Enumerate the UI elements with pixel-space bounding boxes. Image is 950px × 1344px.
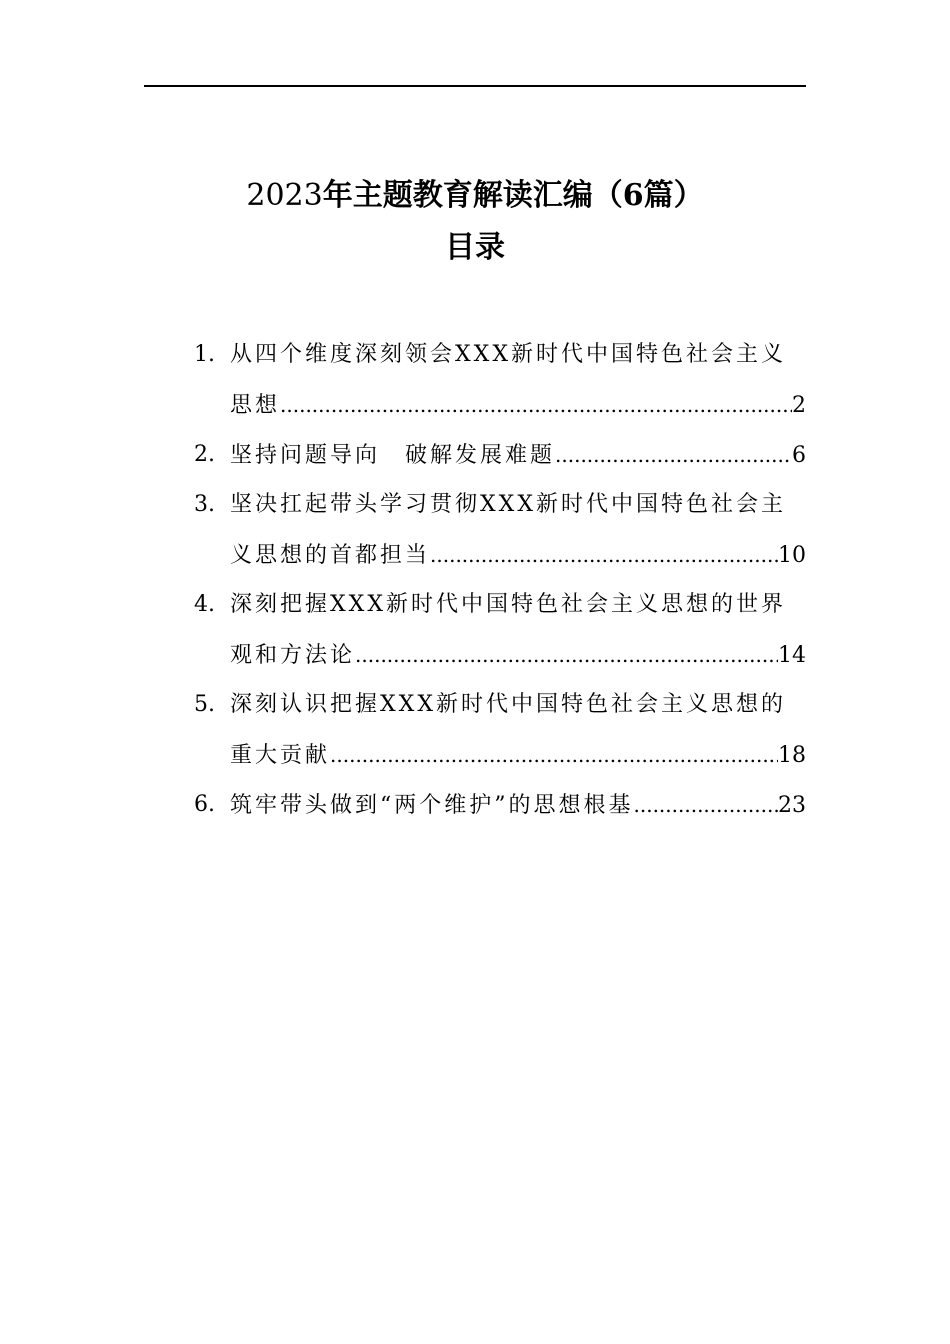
toc-dot-leader bbox=[330, 730, 778, 780]
table-of-contents bbox=[194, 330, 806, 830]
toc-page-number: 6 bbox=[792, 443, 806, 468]
toc-entry-5[interactable] bbox=[194, 680, 806, 780]
toc-entry-title-line1: 从四个维度深刻领会XXX新时代中国特色社会主义 bbox=[230, 342, 786, 367]
toc-entry-number: 1. bbox=[194, 342, 215, 367]
toc-entry-number: 4. bbox=[194, 592, 215, 617]
toc-entry-title-line1: 坚决扛起带头学习贯彻XXX新时代中国特色社会主 bbox=[230, 492, 786, 517]
toc-page-number: 10 bbox=[778, 543, 806, 568]
toc-entry-title-line1: 深刻认识把握XXX新时代中国特色社会主义思想的 bbox=[230, 692, 786, 717]
toc-entry-2[interactable] bbox=[194, 430, 806, 480]
toc-dot-leader bbox=[634, 780, 779, 830]
title-year: 2023 bbox=[246, 178, 323, 213]
title-text: 年主题教育解读汇编（6篇） bbox=[322, 178, 704, 213]
toc-entry-title-line2: 义思想的首都担当 bbox=[230, 543, 431, 568]
toc-entry-6[interactable] bbox=[194, 780, 806, 830]
toc-dot-leader bbox=[280, 380, 792, 430]
document-title bbox=[0, 176, 950, 216]
toc-page-number: 18 bbox=[778, 743, 806, 768]
toc-page-number: 2 bbox=[792, 393, 806, 418]
toc-page-number: 14 bbox=[778, 643, 806, 668]
toc-dot-leader bbox=[355, 630, 778, 680]
toc-dot-leader bbox=[555, 430, 792, 480]
toc-entry-title-line2: 观和方法论 bbox=[230, 643, 356, 668]
toc-heading: 目录 bbox=[445, 230, 505, 265]
toc-entry-3[interactable] bbox=[194, 480, 806, 580]
toc-entry-4[interactable] bbox=[194, 580, 806, 680]
toc-entry-1[interactable] bbox=[194, 330, 806, 430]
toc-entry-title-line2: 思想 bbox=[230, 393, 281, 418]
toc-entry-title-line1: 深刻把握XXX新时代中国特色社会主义思想的世界 bbox=[230, 592, 786, 617]
header-rule bbox=[144, 85, 806, 87]
toc-dot-leader bbox=[430, 530, 778, 580]
toc-entry-number: 5. bbox=[194, 692, 215, 717]
toc-entry-number: 6. bbox=[194, 792, 215, 817]
toc-entry-number: 2. bbox=[194, 442, 215, 467]
toc-entry-title-line2: 重大贡献 bbox=[230, 743, 331, 768]
toc-entry-number: 3. bbox=[194, 492, 215, 517]
toc-page-number: 23 bbox=[778, 793, 806, 818]
toc-entry-title: 坚持问题导向 破解发展难题 bbox=[230, 443, 556, 468]
toc-entry-title: 筑牢带头做到“两个维护”的思想根基 bbox=[230, 793, 634, 818]
